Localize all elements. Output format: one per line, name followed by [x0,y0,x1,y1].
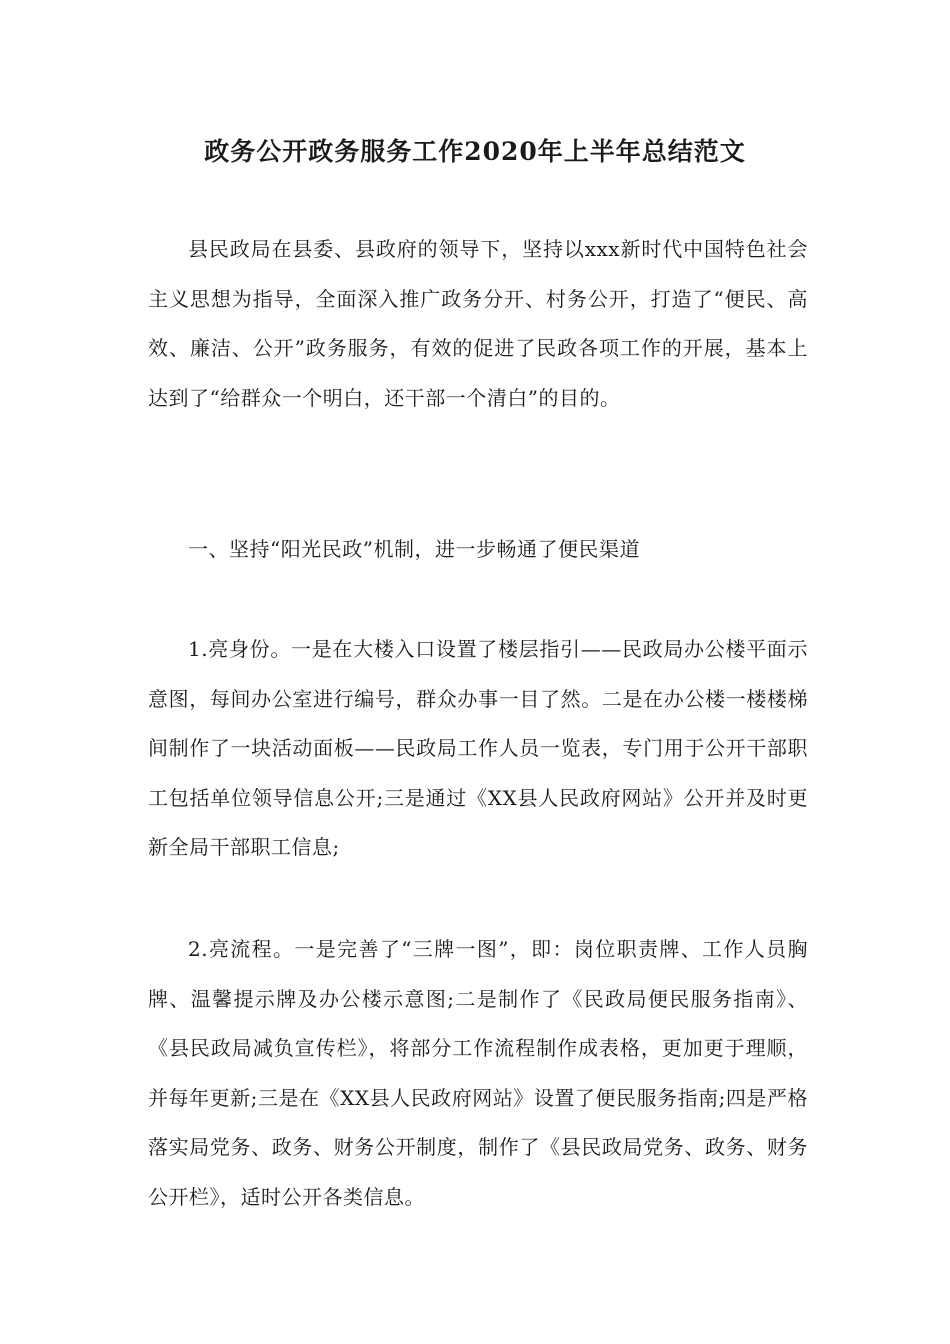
intro-paragraph: 县民政局在县委、县政府的领导下，坚持以xxx新时代中国特色社会主义思想为指导，全面深入推广政务分开、村务公开，打造了“便民、高效、廉洁、公开”政务服务，有效的促进了民政各项工作的开展，基本上达到了“给群众一个明白，还干部一个清白”的目的。 [148,237,808,410]
document-title: 政务公开政务服务工作2020年上半年总结范文 [204,137,746,166]
item-paragraph-1: 1.亮身份。一是在大楼入口设置了楼层指引——民政局办公楼平面示意图，每间办公室进行编号，群众办事一目了然。二是在办公楼一楼楼梯间制作了一块活动面板——民政局工作人员一览表，专门用于公开干部职工包括单位领导信息公开;三是通过《XX县人民政府网站》公开并及时更新全局干部职工信息; [148,637,808,859]
section-heading: 一、坚持“阳光民政”机制，进一步畅通了便民渠道 [188,537,640,561]
item-paragraph-2: 2.亮流程。一是完善了“三牌一图”，即：岗位职责牌、工作人员胸牌、温馨提示牌及办公楼示意图;二是制作了《民政局便民服务指南》、《县民政局减负宣传栏》，将部分工作流程制作成表格，更加更于理顺，并每年更新;三是在《XX县人民政府网站》设置了便民服务指南;四是严格落实局党务、政务、财务公开制度，制作了《县民政局党务、政务、财务公开栏》，适时公开各类信息。 [148,937,808,1209]
